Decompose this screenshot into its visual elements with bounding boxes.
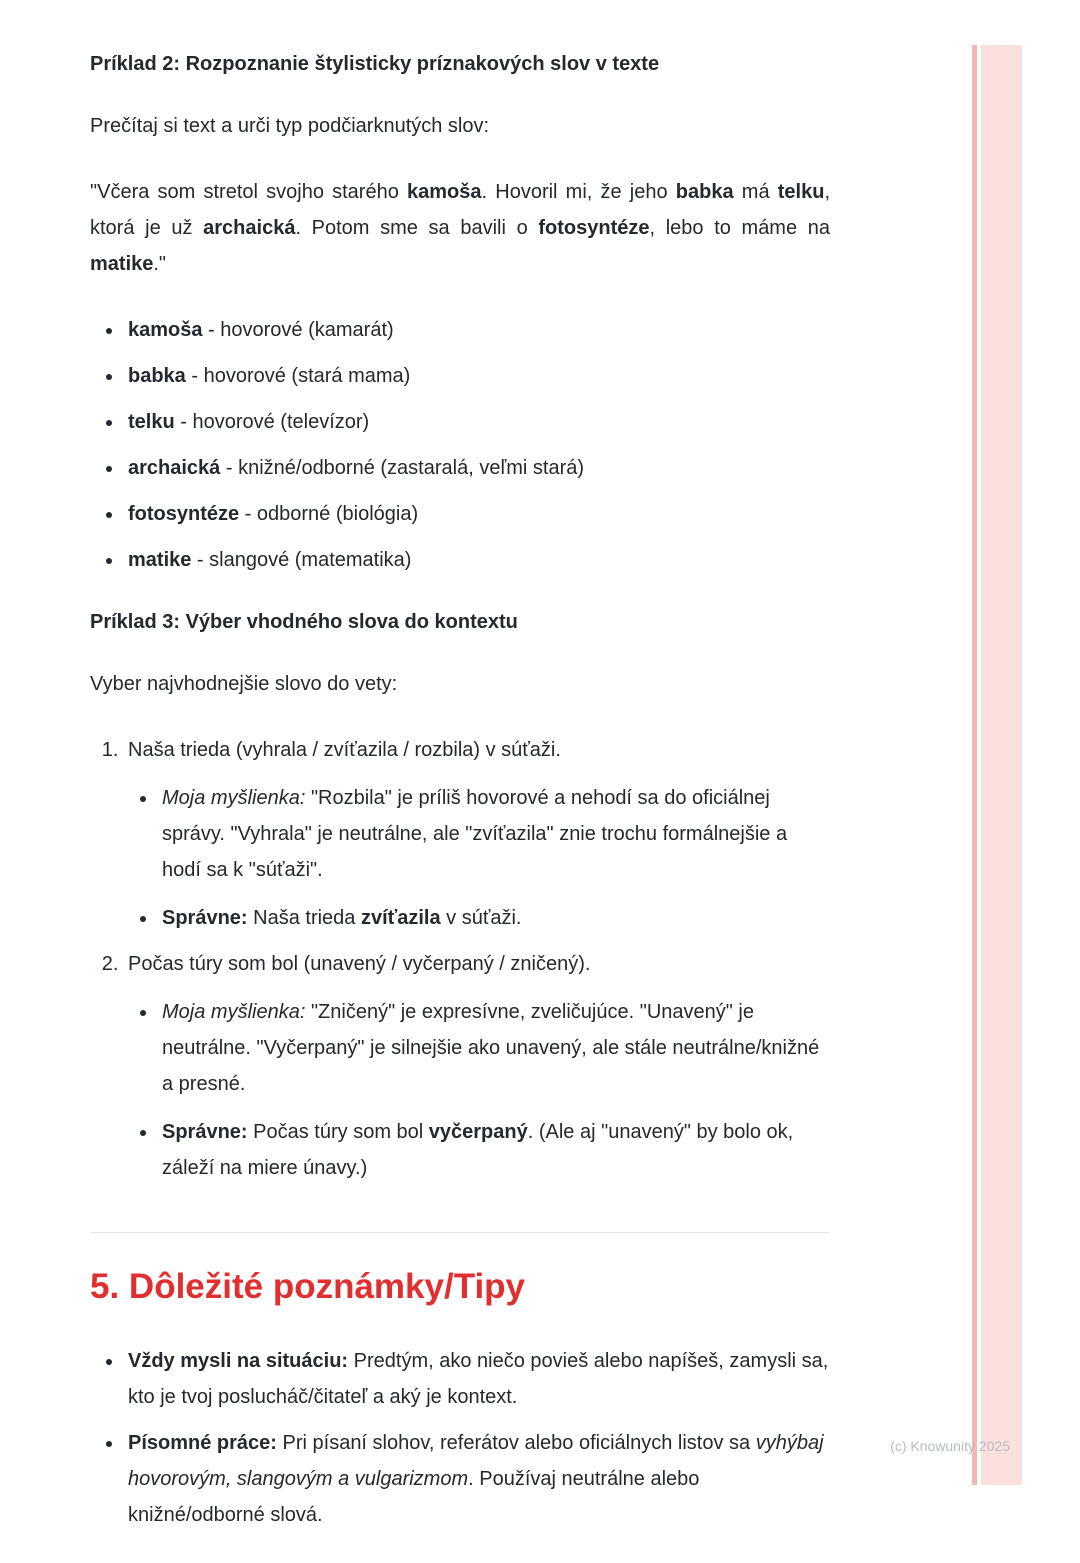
text-segment: Písomné práce:	[128, 1431, 277, 1454]
text-segment: Správne:	[162, 907, 248, 929]
sub-bullet-list	[128, 780, 830, 936]
text-segment: - hovorové (stará mama)	[185, 365, 411, 387]
text-segment: babka	[675, 181, 734, 203]
text-segment: . (Ale aj "unavený" by bolo ok, záleží na miere únavy.)	[162, 1121, 794, 1179]
text-segment: - knižné/odborné (zastaralá, veľmi stará)	[220, 457, 585, 479]
list-item	[124, 542, 830, 578]
text-segment: Naša trieda (vyhrala / zvíťazila / rozbila) v súťaži.	[128, 739, 561, 761]
text-segment: , ktorá je už	[90, 181, 830, 239]
list-item	[124, 358, 830, 394]
text-segment: vyčerpaný	[428, 1121, 528, 1143]
text-segment: Vyber najvhodnejšie slovo do vety:	[90, 673, 398, 695]
text-segment: - hovorové (televízor)	[174, 411, 370, 433]
text-segment: Predtým, ako niečo povieš alebo napíšeš, zamysli sa, kto je tvoj poslucháč/čitateľ a aký je kontext.	[128, 1349, 829, 1408]
text-segment: telku	[777, 181, 825, 203]
watermark-text: (c) Knowunity 2025	[890, 1438, 1010, 1454]
text-segment: "Rozbila" je príliš hovorové a nehodí sa do oficiálnej správy. "Vyhrala" je neutrálne, ale "zvíťazila" znie trochu formálnejšie a hodí sa k "súťaži".	[162, 787, 788, 881]
text-segment: Moja myšlienka:	[162, 1001, 306, 1023]
text-segment: má	[733, 181, 778, 203]
sub-list-item	[158, 780, 830, 888]
text-segment: ."	[153, 253, 167, 275]
text-segment: Počas túry som bol	[247, 1121, 429, 1143]
text-segment: kamoša	[128, 319, 203, 341]
sub-list-item	[158, 900, 830, 936]
text-segment: 5. Dôležité poznámky/Tipy	[90, 1267, 526, 1306]
text-segment: . Potom sme sa bavili o	[295, 217, 539, 239]
list-item	[124, 496, 830, 532]
bullet-list	[90, 312, 830, 578]
paragraph	[90, 666, 830, 702]
subsection-heading	[90, 608, 830, 636]
list-item	[124, 732, 830, 936]
document-content	[90, 50, 830, 1563]
numbered-list	[90, 732, 830, 1186]
paragraph	[90, 108, 830, 144]
text-segment: archaická	[128, 457, 221, 479]
bullet-list	[90, 1343, 830, 1533]
text-segment: "Včera som stretol svojho starého	[90, 181, 408, 203]
text-segment: babka	[128, 365, 186, 387]
text-segment: Prečítaj si text a urči typ podčiarknutých slov:	[90, 115, 490, 137]
list-item	[124, 450, 830, 486]
sub-bullet-list	[128, 994, 830, 1186]
text-segment: fotosyntéze	[128, 503, 240, 525]
text-segment: archaická	[203, 217, 296, 239]
list-item	[124, 312, 830, 348]
text-segment: Pri písaní slohov, referátov alebo oficiálnych listov sa	[276, 1431, 756, 1454]
page-accent-stripe	[981, 45, 1022, 1485]
sub-list-item	[158, 994, 830, 1102]
text-segment: . Hovoril mi, že jeho	[481, 181, 676, 203]
text-segment: - odborné (biológia)	[239, 503, 419, 525]
text-segment: Správne:	[162, 1121, 248, 1143]
paragraph	[90, 174, 830, 282]
text-segment: fotosyntéze	[538, 217, 650, 239]
text-segment: Príklad 3: Výber vhodného slova do kontextu	[90, 611, 518, 633]
list-item	[124, 404, 830, 440]
text-segment: Príklad 2: Rozpoznanie štylisticky príznakových slov v texte	[90, 53, 660, 75]
text-segment: - hovorové (kamarát)	[202, 319, 394, 341]
text-segment: telku	[128, 411, 175, 433]
text-segment: Moja myšlienka:	[162, 787, 306, 809]
text-segment: vyhýbaj hovorovým, slangovým a vulgarizmom	[128, 1431, 824, 1490]
text-segment: - slangové (matematika)	[191, 549, 412, 571]
text-segment: kamoša	[407, 181, 482, 203]
subsection-heading	[90, 50, 830, 78]
text-segment: , lebo to máme na	[649, 217, 831, 239]
text-segment: matike	[128, 549, 192, 571]
section-heading	[90, 1265, 830, 1309]
list-item	[124, 1425, 830, 1533]
text-segment: "Zničený" je expresívne, zveličujúce. "Unavený" je neutrálne. "Vyčerpaný" je silnejšie ako unavený, ale stále neutrálne/knižné a presné.	[162, 1001, 820, 1095]
sub-list-item	[158, 1114, 830, 1186]
text-segment: Naša trieda	[247, 907, 361, 929]
text-segment: . Používaj neutrálne alebo knižné/odborné slová.	[128, 1467, 700, 1526]
section-divider	[90, 1232, 830, 1233]
list-item	[124, 946, 830, 1186]
text-segment: v súťaži.	[440, 907, 522, 929]
text-segment: Vždy mysli na situáciu:	[128, 1349, 349, 1372]
list-item	[124, 1343, 830, 1415]
text-segment: zvíťazila	[360, 907, 441, 929]
text-segment: matike	[90, 253, 154, 275]
page-accent-stripe-edge	[972, 45, 977, 1485]
text-segment: Počas túry som bol (unavený / vyčerpaný / zničený).	[128, 953, 591, 975]
